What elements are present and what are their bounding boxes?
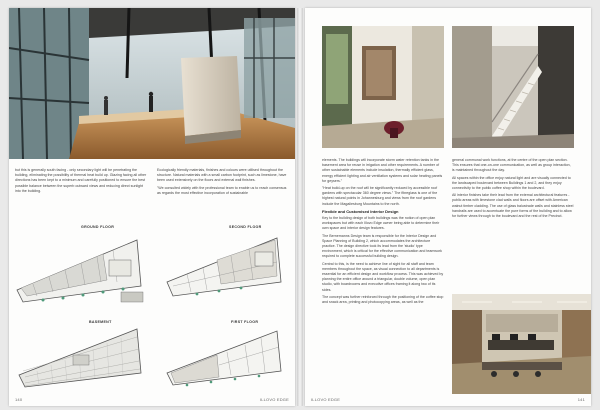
page-number: 141 [577,397,585,402]
open-plan-office-image [452,294,591,394]
atrium-photo [9,8,295,159]
floor-plan-ground [13,230,147,308]
floor-plan-basement-drawing [13,325,147,391]
floor-plan-second [157,230,291,308]
plan-label-second-floor: SECOND FLOOR [229,225,262,229]
running-title: ILLOVO EDGE [259,397,289,402]
plan-label-basement: BASEMENT [89,320,112,324]
right-text-column-1 [322,158,444,307]
book-gutter [297,8,303,406]
plan-label-first-floor: FIRST FLOOR [231,320,259,324]
left-text-column-2 [157,168,289,198]
right-text-paragraph: All spaces within the office enjoy natural light and are visually connected to the landscaped boulevard between Buildings 1 and 2, and they enjoy connectivity to the public coffee shop within the boulevard. [452,175,571,191]
meeting-room-image [322,26,444,148]
right-text-paragraph: elements. The buildings will incorporate storm water retention tanks in the basement area for reuse in irrigation and other requirements. A number of other sustainable elements include insulation, thermally efficient glass, energy efficient lighting and air ventilation systems and solar heating panels for geysers." [322,158,443,183]
atrium-photo-image [9,8,295,159]
running-title: ILLOVO EDGE [311,397,341,402]
floor-plan-first [157,325,291,391]
left-text-paragraph: but this is generally south facing - only secondary light will be penetrating the building, eliminating the possibility of thermal heat build up. Glazing facing all other directions has been kept to a minimum and carefully positioned to ensure the best possible balance between the superb outward views and reducing direct sunlight into the building. [15,168,147,193]
staircase-image [452,26,574,148]
left-text-column-1 [15,168,147,196]
page-number: 140 [15,397,23,402]
plan-label-ground-floor: GROUND FLOOR [81,225,115,229]
right-page-footer [311,397,585,402]
right-text-paragraph: Key to the building design of both buildings was the notion of open plan workspaces but with each Illovo Edge owner being able to determine their own space and interior design features. [322,216,440,231]
staircase-photo [452,26,574,148]
floor-plan-basement [13,325,147,391]
floor-plan-second-drawing [157,230,291,308]
left-page [9,8,295,406]
section-subheading: Flexible and Customised Interior Design [322,208,399,214]
floor-plan-ground-drawing [13,230,147,308]
floor-plan-first-drawing [157,325,291,391]
right-text-paragraph: The concept was further reinforced through the positioning of the coffee stop and snack area, printing and photocopying areas, as well as the [322,294,444,305]
right-text-paragraph: Central to this, is the need to achieve line of sight for all staff and team members throughout the space, as visual connection to all departments is essential for an efficient design and workflow process. This was achieved by planning the entire office around a triangular, double volume, open plan studio, with boardrooms and executive offices framing it along two of its sides. [322,261,444,292]
right-text-paragraph: "Heat build-up on the roof will be significantly reduced by accessible roof gardens with spectacular 360 degree views." The fibreglass is one of the highest natural points in Johannesburg and views from the roof gardens include the Magaliesburg Mountains to the north. [322,186,438,206]
right-text-paragraph: All interior finishes take their lead from the external architectural features - public areas with limestone clad walls and floors are offset with American walnut timber cladding. The use of glass balustrade walls and stainless steel handrails are used to accentuate the pure forms of the building and to allow for further views through to the boulevard and the rest of the Precinct. [452,193,574,219]
right-text-column-2 [452,158,574,221]
right-page [305,8,591,406]
left-text-paragraph: Ecologically friendly materials, finishes and colours were utilised throughout the structure. Natural materials with a small carbon footprint, such as limestone, have been used extensively on the floors and external wall finishes. [157,168,287,183]
meeting-room-photo [322,26,444,148]
left-text-paragraph: "We consulted widely with the professional team to enable us to reach consensus as regards the most effective incorporation of sustainable [157,185,287,195]
left-page-footer [15,397,289,402]
open-plan-office-photo [452,294,591,394]
right-text-paragraph: general communal work functions, at the centre of the open plan section. This ensures that one-on-one communication, as well as group interaction, is maintained throughout the day. [452,158,571,173]
right-text-paragraph: The Bernemanns Design team is responsible for the Interior Design and Space Planning of Building 2, which accommodates the architecture practice. The design directive took its lead from the 'studio' type environment, which is critical for the effective communication and teamwork required to complete successful building design. [322,233,442,259]
